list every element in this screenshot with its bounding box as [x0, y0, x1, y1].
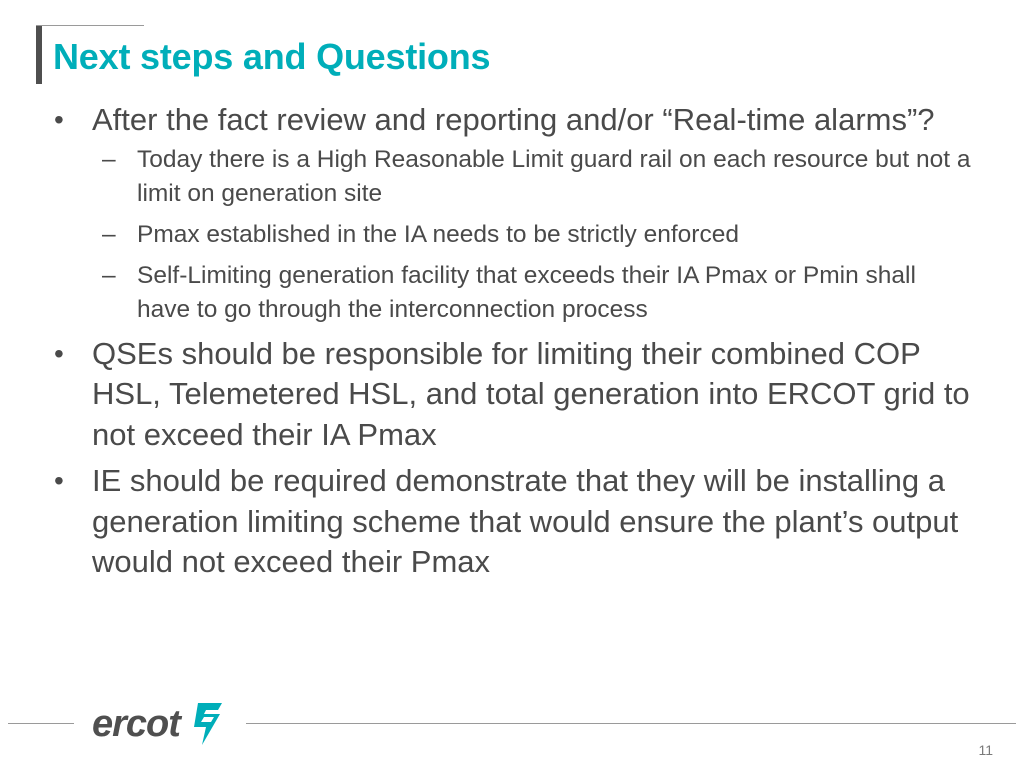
ercot-logo	[92, 698, 228, 750]
bullet-marker: •	[54, 337, 64, 369]
logo-wordmark: ercot	[92, 702, 180, 745]
sub-bullet-text: Self-Limiting generation facility that exceeds their IA Pmax or Pmin shall have to go through the interconnection process	[137, 261, 916, 323]
bullet-item	[52, 100, 972, 327]
sub-bullet-text: Pmax established in the IA needs to be strictly enforced	[137, 220, 739, 248]
footer-left-rule	[8, 723, 74, 724]
bullet-marker: •	[54, 104, 64, 135]
sub-bullet-item	[92, 143, 972, 211]
footer-rule	[246, 723, 1016, 724]
sub-bullet-item	[92, 259, 972, 327]
sub-bullet-text: Today there is a High Reasonable Limit guard rail on each resource but not a limit on generation site	[137, 145, 971, 207]
page-number: 11	[978, 742, 993, 758]
slide-title: Next steps and Questions	[53, 36, 491, 77]
dash-marker: –	[102, 220, 116, 248]
bullet-text: IE should be required demonstrate that they will be installing a generation limiting scheme that would ensure the plant’s output would not exceed their Pmax	[92, 463, 959, 579]
title-top-rule	[36, 25, 144, 26]
bullet-marker: •	[54, 465, 64, 496]
dash-marker: –	[102, 261, 116, 289]
slide-content	[52, 100, 972, 589]
bullet-text: QSEs should be responsible for limiting their combined COP HSL, Telemetered HSL, and total generation into ERCOT grid to not exceed their IA Pmax	[92, 335, 970, 452]
sub-bullet-item	[92, 218, 972, 252]
bullet-text: After the fact review and reporting and/or “Real-time alarms”?	[92, 102, 935, 137]
title-accent-bar	[36, 26, 42, 84]
bullet-list	[52, 100, 972, 583]
sub-bullet-list	[92, 143, 972, 327]
lightning-mark-icon	[184, 699, 228, 749]
bullet-item	[52, 461, 972, 583]
dash-marker: –	[102, 145, 116, 173]
bullet-item	[52, 334, 972, 456]
